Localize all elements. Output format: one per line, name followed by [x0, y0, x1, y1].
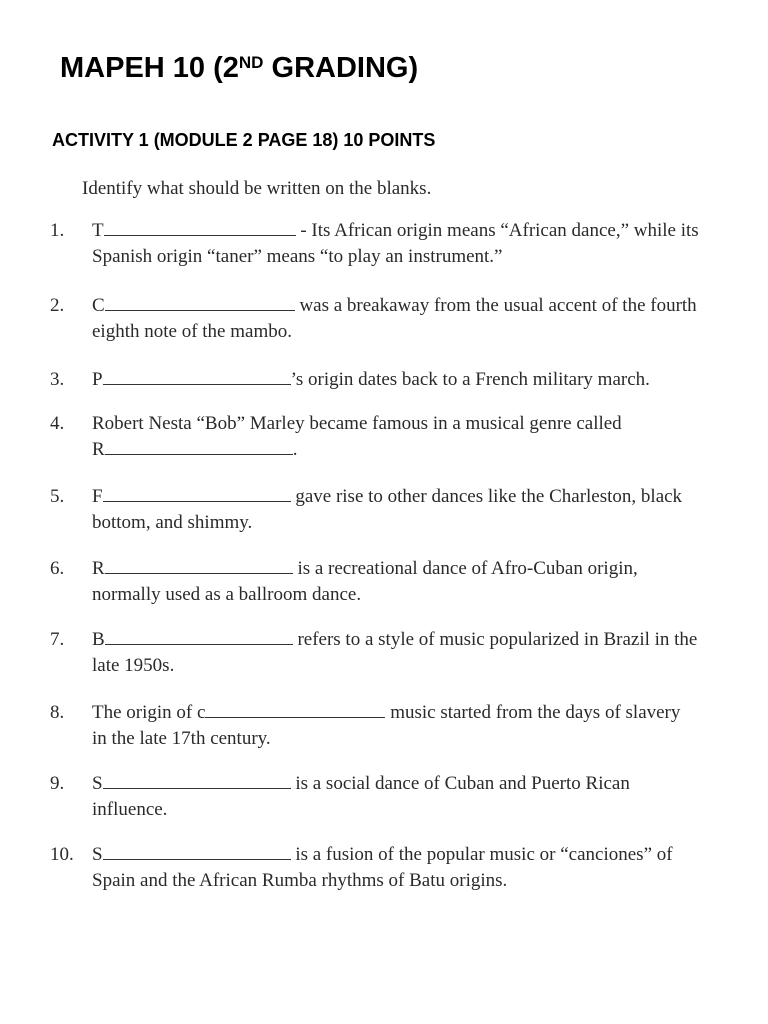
question-text: refers to a style of music popularized in Brazil in the	[297, 629, 698, 650]
question-prefix: F	[92, 486, 103, 507]
answer-blank[interactable]	[103, 485, 291, 502]
question-prefix: B	[92, 629, 105, 650]
question-text: Robert Nesta “Bob” Marley became famous in a musical genre called	[92, 413, 622, 434]
question-text-cont: normally used as a ballroom dance.	[92, 584, 362, 605]
question-text-cont: in the late 17th century.	[92, 728, 271, 749]
question-text-cont: Spain and the African Rumba rhythms of Batu origins.	[92, 870, 508, 891]
question-number: 10.	[50, 844, 74, 865]
question-number: 8.	[50, 702, 65, 723]
answer-blank[interactable]	[105, 628, 293, 645]
question-number: 3.	[50, 369, 65, 390]
title-superscript: ND	[238, 53, 264, 72]
question-number: 9.	[50, 773, 65, 794]
question-number: 6.	[50, 558, 65, 579]
question-text-cont: Spanish origin “taner” means “to play an instrument.”	[92, 246, 503, 267]
question-number: 5.	[50, 486, 65, 507]
question-text: - Its African origin means “African dance,” while its	[300, 220, 699, 241]
instructions: Identify what should be written on the blanks.	[82, 178, 432, 199]
question-number: 1.	[50, 220, 65, 241]
question-text: ’s origin dates back to a French military march.	[290, 369, 650, 390]
question-text-cont: late 1950s.	[92, 655, 175, 676]
question-prefix: The origin of c	[92, 702, 206, 723]
question-prefix: C	[92, 295, 105, 316]
question-prefix: T	[92, 220, 104, 241]
title-main: MAPEH 10 (2	[60, 52, 239, 84]
question-text-cont: eighth note of the mambo.	[92, 321, 292, 342]
title-end: GRADING)	[263, 52, 419, 84]
question-prefix: R	[92, 439, 105, 460]
answer-blank[interactable]	[104, 219, 296, 236]
question-text: was a breakaway from the usual accent of the fourth	[299, 295, 697, 316]
answer-blank[interactable]	[105, 557, 293, 574]
question-text: is a fusion of the popular music or “canciones” of	[295, 844, 673, 865]
question-number: 2.	[50, 295, 65, 316]
question-text: gave rise to other dances like the Charleston, black	[295, 486, 683, 507]
question-number: 7.	[50, 629, 65, 650]
question-text: music started from the days of slavery	[390, 702, 681, 723]
answer-blank[interactable]	[103, 772, 291, 789]
page-title	[60, 52, 418, 85]
question-text-cont: influence.	[92, 799, 168, 820]
question-text: is a recreational dance of Afro-Cuban origin,	[297, 558, 638, 579]
answer-blank[interactable]	[105, 294, 295, 311]
question-prefix: R	[92, 558, 105, 579]
answer-blank[interactable]	[105, 438, 293, 455]
question-prefix: P	[92, 369, 103, 390]
answer-blank[interactable]	[103, 843, 291, 860]
answer-blank[interactable]	[103, 368, 291, 385]
activity-heading: ACTIVITY 1 (MODULE 2 PAGE 18) 10 POINTS	[52, 130, 436, 150]
question-prefix: S	[92, 773, 103, 794]
question-text-cont: bottom, and shimmy.	[92, 512, 253, 533]
answer-blank[interactable]	[205, 701, 385, 718]
question-prefix: S	[92, 844, 103, 865]
question-text: is a social dance of Cuban and Puerto Rican	[295, 773, 630, 794]
question-number: 4.	[50, 413, 65, 434]
